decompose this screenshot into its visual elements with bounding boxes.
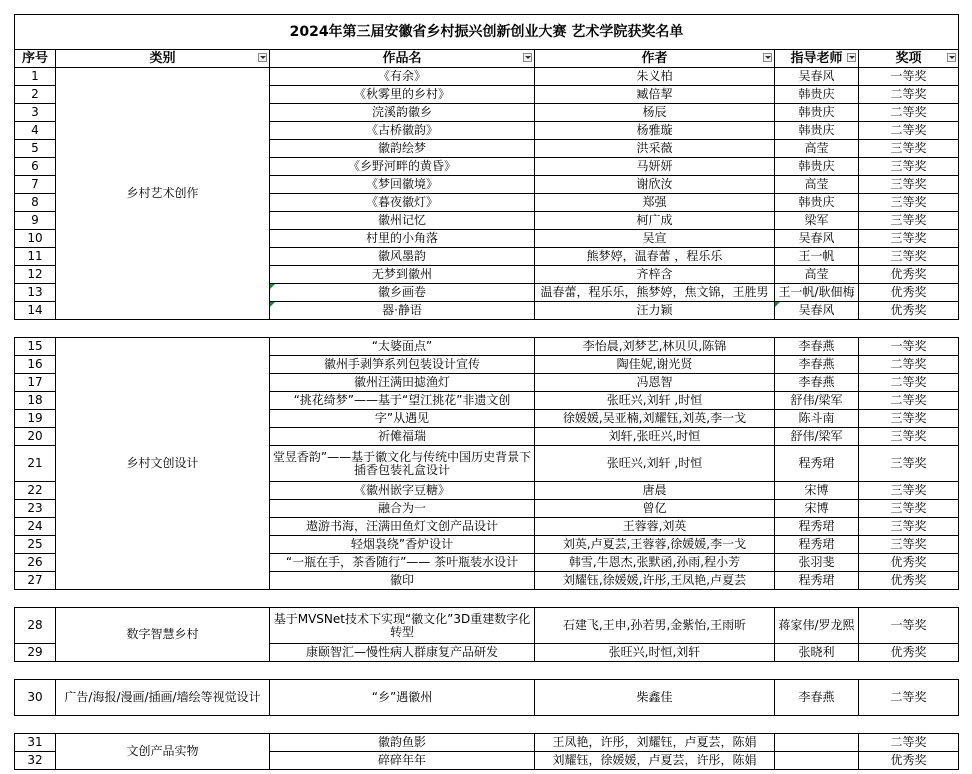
author-cell: 唐晨 [535, 482, 775, 500]
author-cell: 王蓉蓉,刘英 [535, 518, 775, 536]
work-name-cell: 浣溪韵徽乡 [270, 104, 535, 122]
author-cell: 王凤艳，许彤，刘耀钰，卢夏芸，陈娟 [535, 734, 775, 752]
header-advisor: 指导老师 [775, 50, 859, 68]
author-cell: 谢欣汝 [535, 176, 775, 194]
work-name-cell: 村里的小角落 [270, 230, 535, 248]
work-name-cell: 徽州记忆 [270, 212, 535, 230]
work-name-cell: 《乡野河畔的黄昏》 [270, 158, 535, 176]
award-cell: 三等奖 [859, 230, 959, 248]
award-cell: 三等奖 [859, 482, 959, 500]
author-cell: 张旺兴,刘轩 ,时恒 [535, 446, 775, 482]
work-name-cell: 徽州汪满田摅渔灯 [270, 374, 535, 392]
advisor-cell: 舒伟/梁军 [775, 428, 859, 446]
row-number: 8 [15, 194, 56, 212]
advisor-cell: 张晓利 [775, 644, 859, 662]
work-name-cell: 字”从遇见 [270, 410, 535, 428]
advisor-cell: 宋博 [775, 482, 859, 500]
award-cell: 三等奖 [859, 176, 959, 194]
row-number: 21 [15, 446, 56, 482]
award-cell: 三等奖 [859, 428, 959, 446]
award-cell: 优秀奖 [859, 302, 959, 320]
award-filter-button[interactable] [947, 53, 956, 62]
advisor-cell: 梁军 [775, 212, 859, 230]
table-row [15, 680, 959, 716]
row-number: 11 [15, 248, 56, 266]
row-number: 17 [15, 374, 56, 392]
row-number: 32 [15, 752, 56, 770]
author-cell: 臧倍挈 [535, 86, 775, 104]
work-name-cell: 《梦回徽境》 [270, 176, 535, 194]
author-cell: 刘耀钰，徐媛媛，卢夏芸，许彤，陈娟 [535, 752, 775, 770]
author-cell: 朱义柏 [535, 68, 775, 86]
title-row [15, 15, 959, 50]
row-number: 31 [15, 734, 56, 752]
work-filter-button[interactable] [523, 53, 532, 62]
work-name-cell: “挑花绮梦”——基于“望江挑花”非遗文创 [270, 392, 535, 410]
header-category: 类别 [56, 50, 270, 68]
author-cell: 刘轩,张旺兴,时恒 [535, 428, 775, 446]
advisor-cell: 李春燕 [775, 374, 859, 392]
award-cell: 优秀奖 [859, 266, 959, 284]
row-number: 1 [15, 68, 56, 86]
row-number: 4 [15, 122, 56, 140]
row-number: 23 [15, 500, 56, 518]
award-cell: 优秀奖 [859, 572, 959, 590]
header-award: 奖项 [859, 50, 959, 68]
advisor-cell: 宋博 [775, 500, 859, 518]
advisor-cell: 王一帆/耿佃梅 [775, 284, 859, 302]
award-cell: 优秀奖 [859, 284, 959, 302]
row-number: 15 [15, 338, 56, 356]
award-cell: 一等奖 [859, 68, 959, 86]
row-number: 24 [15, 518, 56, 536]
author-cell: 曾亿 [535, 500, 775, 518]
advisor-cell [775, 752, 859, 770]
award-cell: 二等奖 [859, 122, 959, 140]
work-name-cell: “乡”遇徽州 [270, 680, 535, 716]
row-number: 29 [15, 644, 56, 662]
advisor-cell: 程秀珺 [775, 572, 859, 590]
advisor-cell: 吴春风 [775, 302, 859, 320]
award-cell: 三等奖 [859, 536, 959, 554]
author-cell: 刘英,卢夏芸,王蓉蓉,徐媛媛,李一戈 [535, 536, 775, 554]
advisor-cell: 陈斗南 [775, 410, 859, 428]
author-cell: 温春蕾，程乐乐，熊梦婷，焦文锦，王胜男 [535, 284, 775, 302]
row-number: 22 [15, 482, 56, 500]
award-cell: 二等奖 [859, 86, 959, 104]
advisor-cell: 李春燕 [775, 356, 859, 374]
author-cell: 冯恩智 [535, 374, 775, 392]
award-cell: 二等奖 [859, 392, 959, 410]
group-spacer-row [15, 716, 959, 734]
work-name-cell: 堂昱香韵”——基于徽文化与传统中国历史背景下插香包装礼盒设计 [270, 446, 535, 482]
work-name-cell: 徽风墨韵 [270, 248, 535, 266]
header-author: 作者 [535, 50, 775, 68]
work-name-cell: 徽乡画卷 [270, 284, 535, 302]
category-filter-button[interactable] [258, 53, 267, 62]
award-table-body [15, 15, 959, 770]
work-name-cell: 碎碎年年 [270, 752, 535, 770]
work-name-cell: 《徽州嵌字豆糖》 [270, 482, 535, 500]
category-cell: 数字智慧乡村 [56, 608, 270, 662]
spacer-cell [15, 320, 959, 338]
category-cell: 文创产品实物 [56, 734, 270, 770]
advisor-cell [775, 734, 859, 752]
author-cell: 吴宣 [535, 230, 775, 248]
table-row [15, 734, 959, 752]
work-name-cell: 器·静语 [270, 302, 535, 320]
work-name-cell: “太婆面点” [270, 338, 535, 356]
row-number: 19 [15, 410, 56, 428]
award-cell: 二等奖 [859, 104, 959, 122]
author-cell: 石建飞,王申,孙若男,金紫怡,王雨昕 [535, 608, 775, 644]
row-number: 25 [15, 536, 56, 554]
header-no: 序号 [15, 50, 56, 68]
author-cell: 柯广成 [535, 212, 775, 230]
work-name-cell: 《古桥徽韵》 [270, 122, 535, 140]
award-cell: 三等奖 [859, 410, 959, 428]
author-cell: 张旺兴,刘轩 ,时恒 [535, 392, 775, 410]
award-cell: 优秀奖 [859, 554, 959, 572]
category-cell: 乡村文创设计 [56, 338, 270, 590]
advisor-filter-button[interactable] [847, 53, 856, 62]
row-number: 10 [15, 230, 56, 248]
award-cell: 三等奖 [859, 194, 959, 212]
spacer-cell [15, 716, 959, 734]
advisor-cell: 韩贵庆 [775, 122, 859, 140]
author-cell: 熊梦婷，温春蕾 ，程乐乐 [535, 248, 775, 266]
header-work: 作品名 [270, 50, 535, 68]
work-name-cell: 徽州手剥笋系列包装设计宣传 [270, 356, 535, 374]
advisor-cell: 李春燕 [775, 338, 859, 356]
advisor-cell: 高莹 [775, 140, 859, 158]
advisor-cell: 舒伟/梁军 [775, 392, 859, 410]
award-cell: 三等奖 [859, 518, 959, 536]
author-cell: 陶佳妮,谢光贤 [535, 356, 775, 374]
award-cell: 三等奖 [859, 212, 959, 230]
header-row [15, 50, 959, 68]
award-cell: 三等奖 [859, 500, 959, 518]
author-cell: 洪采薇 [535, 140, 775, 158]
work-name-cell: 遨游书海，汪满田鱼灯文创产品设计 [270, 518, 535, 536]
spacer-cell [15, 590, 959, 608]
author-cell: 徐媛媛,吴亚楠,刘耀钰,刘英,李一戈 [535, 410, 775, 428]
advisor-cell: 李春燕 [775, 680, 859, 716]
advisor-cell: 韩贵庆 [775, 158, 859, 176]
row-number: 7 [15, 176, 56, 194]
work-name-cell: 徽韵鱼影 [270, 734, 535, 752]
award-table [14, 14, 959, 770]
award-cell: 优秀奖 [859, 752, 959, 770]
author-cell: 杨雅璇 [535, 122, 775, 140]
author-cell: 张旺兴,时恒,刘轩 [535, 644, 775, 662]
award-cell: 二等奖 [859, 680, 959, 716]
advisor-cell: 王一帆 [775, 248, 859, 266]
row-number: 20 [15, 428, 56, 446]
author-cell: 汪力颖 [535, 302, 775, 320]
work-name-cell: 《秋雾里的乡村》 [270, 86, 535, 104]
row-number: 3 [15, 104, 56, 122]
author-cell: 刘耀钰,徐媛媛,许彤,王凤艳,卢夏芸 [535, 572, 775, 590]
author-cell: 马妍妍 [535, 158, 775, 176]
award-cell: 三等奖 [859, 446, 959, 482]
category-cell: 乡村艺术创作 [56, 68, 270, 320]
author-cell: 杨辰 [535, 104, 775, 122]
work-name-cell: 轻烟袅绕”香炉设计 [270, 536, 535, 554]
row-number: 26 [15, 554, 56, 572]
row-number: 16 [15, 356, 56, 374]
group-spacer-row [15, 662, 959, 680]
work-name-cell: 祈傩福瑞 [270, 428, 535, 446]
row-number: 2 [15, 86, 56, 104]
advisor-cell: 程秀珺 [775, 518, 859, 536]
work-name-cell: 康颐智汇—慢性病人群康复产品研发 [270, 644, 535, 662]
work-name-cell: 无梦到徽州 [270, 266, 535, 284]
advisor-cell: 蒋家伟/罗龙熙 [775, 608, 859, 644]
author-cell: 柴鑫佳 [535, 680, 775, 716]
row-number: 6 [15, 158, 56, 176]
work-name-cell: 基于MVSNet技术下实现“徽文化”3D重建数字化转型 [270, 608, 535, 644]
row-number: 28 [15, 608, 56, 644]
award-cell: 二等奖 [859, 734, 959, 752]
award-cell: 一等奖 [859, 608, 959, 644]
row-number: 18 [15, 392, 56, 410]
table-row [15, 68, 959, 86]
author-cell: 郑强 [535, 194, 775, 212]
award-cell: 三等奖 [859, 248, 959, 266]
row-number: 27 [15, 572, 56, 590]
advisor-cell: 高莹 [775, 176, 859, 194]
row-number: 9 [15, 212, 56, 230]
award-cell: 二等奖 [859, 374, 959, 392]
award-cell: 一等奖 [859, 338, 959, 356]
work-name-cell: 徽印 [270, 572, 535, 590]
row-number: 13 [15, 284, 56, 302]
author-cell: 韩雪,牛恩杰,张默函,孙雨,程小芳 [535, 554, 775, 572]
award-cell: 三等奖 [859, 140, 959, 158]
work-name-cell: 《暮夜徽灯》 [270, 194, 535, 212]
award-list-sheet [14, 14, 958, 770]
row-number: 5 [15, 140, 56, 158]
advisor-cell: 韩贵庆 [775, 194, 859, 212]
category-cell: 广告/海报/漫画/插画/墙绘等视觉设计 [56, 680, 270, 716]
table-row [15, 608, 959, 644]
work-name-cell: “一瓶在手，茶香随行”—— 茶叶瓶装水设计 [270, 554, 535, 572]
advisor-cell: 程秀珺 [775, 536, 859, 554]
advisor-cell: 张羽斐 [775, 554, 859, 572]
work-name-cell: 徽韵绘梦 [270, 140, 535, 158]
award-cell: 优秀奖 [859, 644, 959, 662]
advisor-cell: 程秀珺 [775, 446, 859, 482]
group-spacer-row [15, 590, 959, 608]
work-name-cell: 融合为一 [270, 500, 535, 518]
row-number: 30 [15, 680, 56, 716]
award-cell: 二等奖 [859, 356, 959, 374]
advisor-cell: 韩贵庆 [775, 86, 859, 104]
table-row [15, 338, 959, 356]
author-cell: 齐梓含 [535, 266, 775, 284]
row-number: 12 [15, 266, 56, 284]
advisor-cell: 吴春风 [775, 68, 859, 86]
author-filter-button[interactable] [763, 53, 772, 62]
sheet-title: 2024年第三届安徽省乡村振兴创新创业大赛 艺术学院获奖名单 [15, 15, 959, 50]
advisor-cell: 吴春风 [775, 230, 859, 248]
advisor-cell: 韩贵庆 [775, 104, 859, 122]
spacer-cell [15, 662, 959, 680]
row-number: 14 [15, 302, 56, 320]
award-cell: 三等奖 [859, 158, 959, 176]
advisor-cell: 高莹 [775, 266, 859, 284]
work-name-cell: 《有余》 [270, 68, 535, 86]
group-spacer-row [15, 320, 959, 338]
author-cell: 李怡晨,刘梦艺,林贝贝,陈锦 [535, 338, 775, 356]
